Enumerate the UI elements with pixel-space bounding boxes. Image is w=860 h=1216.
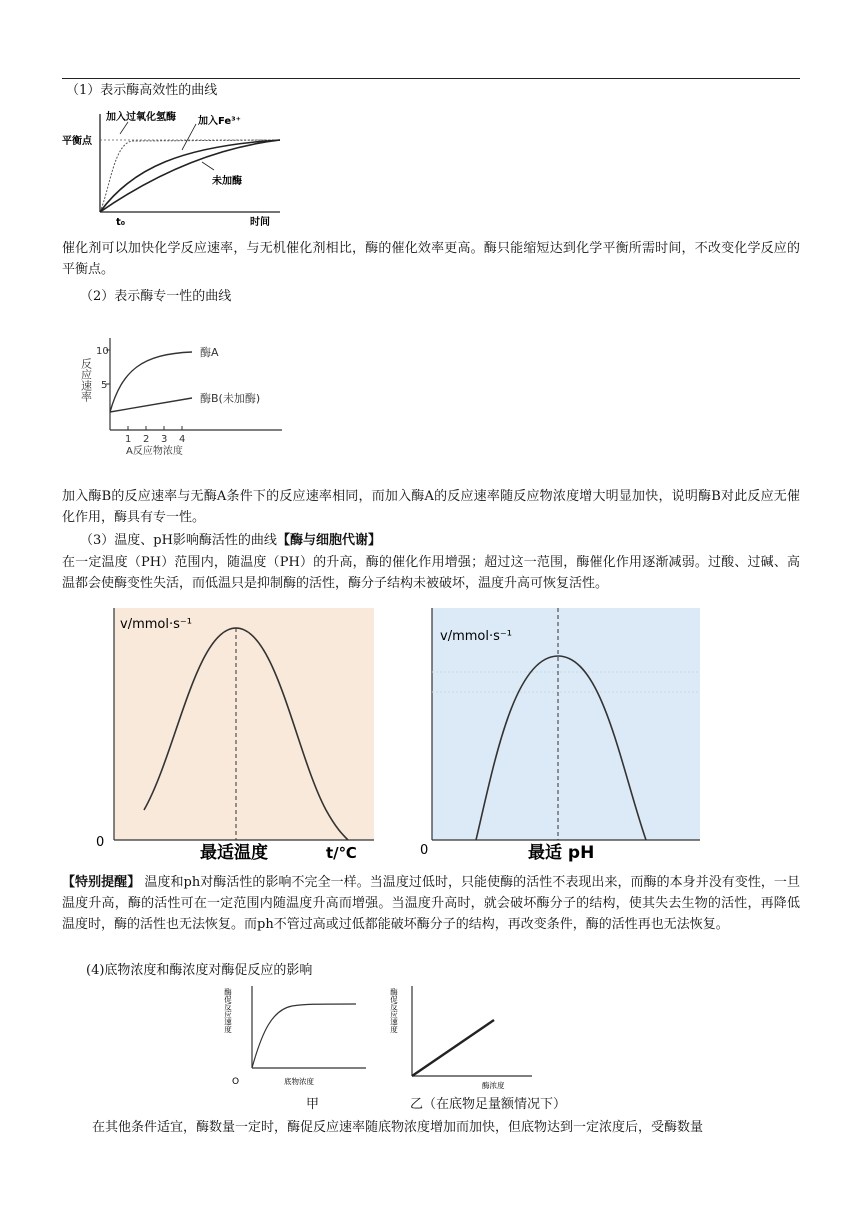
ph-optimum-label: 最适 pH: [528, 843, 595, 863]
substrate-origin: O: [232, 1077, 240, 1087]
section-3-heading: [80, 530, 381, 551]
section-1-paragraph: 催化剂可以加快化学反应速率，与无机催化剂相比，酶的催化效率更高。酶只能缩短达到化学平衡所需时间，不改变化学反应的平衡点。: [62, 241, 800, 277]
section-3-heading-text: （3）温度、pH影响酶活性的曲线: [80, 533, 277, 548]
enzyme-b-label: 酶B(未加酶): [200, 392, 261, 405]
section-1-heading: （1）表示酶高效性的曲线: [66, 83, 218, 98]
tick-3: 3: [161, 434, 168, 445]
concentration-label: A反应物浓度: [126, 446, 183, 457]
enzyme-a-label: 酶A: [200, 346, 219, 359]
no-enzyme-label: 未加酶: [212, 176, 242, 187]
ph-ylabel: v/mmol·s⁻¹: [440, 629, 512, 644]
substrate-ylabel: 酶促反应速度: [223, 988, 233, 1033]
temp-ylabel: v/mmol·s⁻¹: [120, 617, 192, 632]
catalase-label: 加入过氧化氢酶: [106, 112, 176, 123]
section-2-heading: （2）表示酶专一性的曲线: [80, 289, 232, 304]
equilibrium-label: 平衡点: [62, 136, 92, 147]
tip-text: 温度和ph对酶活性的影响不完全一样。当温度过低时，只能使酶的活性不表现出来，而酶的本身并没有变性，一旦温度升高，酶的活性可在一定范围内随温度升高而增强。当温度升高时，就会破坏酶分子的结构，使其失去生物的活性，再降低温度时，酶的活性也无法恢复。而ph不管过高或过低都能破坏酶分子的结构，再改变条件，酶的活性再也无法恢复。: [62, 875, 800, 932]
curve-enzyme-a: [110, 352, 192, 412]
substrate-figure: [224, 982, 374, 1092]
tick-5: 5: [101, 380, 108, 391]
ph-chart: [414, 604, 704, 864]
temp-unit-label: t/℃: [326, 844, 357, 862]
section-2-paragraph: 加入酶B的反应速率与无酶A条件下的反应速率相同，而加入酶A的反应速率随反应物浓度增大明显加快，说明酶B对此反应无催化作用，酶具有专一性。: [62, 489, 800, 525]
temp-optimum-label: 最适温度: [200, 843, 268, 863]
curve-fe: [100, 140, 280, 212]
header-rule: [62, 78, 800, 79]
curve-enzyme-b: [110, 398, 192, 412]
section-3-paragraph: 在一定温度（PH）范围内，随温度（PH）的升高，酶的催化作用增强；超过这一范围，酶催化作用逐渐减弱。过酸、过碱、高温都会使酶变性失活，而低温只是抑制酶的活性，酶分子结构未被破坏，温度升高可恢复活性。: [62, 555, 800, 591]
enzyme-conc-line: [412, 1020, 494, 1076]
substrate-xlabel: 底物浓度: [284, 1077, 314, 1086]
rate-label: 反应速率: [79, 358, 93, 402]
temp-origin: 0: [96, 835, 105, 850]
curve-catalase: [100, 140, 280, 212]
enzyme-conc-figure: [389, 982, 542, 1092]
temperature-chart-bg: [114, 608, 374, 840]
enzyme-ylabel: 酶促反应速度: [389, 988, 399, 1033]
fe-label: 加入Fe³⁺: [198, 116, 241, 127]
substrate-curve: [252, 1004, 356, 1068]
t0-label: t₀: [116, 217, 126, 228]
tick-1: 1: [125, 434, 132, 445]
tick-2: 2: [143, 434, 150, 445]
tip-label: 【特别提醒】: [62, 875, 141, 890]
specificity-figure: [79, 330, 292, 460]
efficiency-figure: [62, 108, 292, 230]
section-4-paragraph: 在其他条件适宜，酶数量一定时，酶促反应速率随底物浓度增加而加快，但底物达到一定浓度后，受酶数量: [92, 1120, 704, 1135]
time-label: 时间: [250, 217, 270, 228]
caption-jia: 甲: [306, 1097, 320, 1112]
curve-no-enzyme: [100, 140, 280, 212]
tick-10: 10: [96, 346, 109, 357]
section-3-tag: 【酶与细胞代谢】: [276, 533, 381, 548]
tip-paragraph: [62, 872, 800, 935]
caption-yi: 乙（在底物足量额情况下）: [410, 1097, 567, 1112]
tick-4: 4: [179, 434, 186, 445]
ph-origin: 0: [420, 843, 429, 858]
section-4-heading: (4)底物浓度和酶浓度对酶促反应的影响: [86, 963, 313, 978]
enzyme-xlabel: 酶浓度: [482, 1081, 505, 1090]
temperature-chart: [86, 604, 376, 864]
